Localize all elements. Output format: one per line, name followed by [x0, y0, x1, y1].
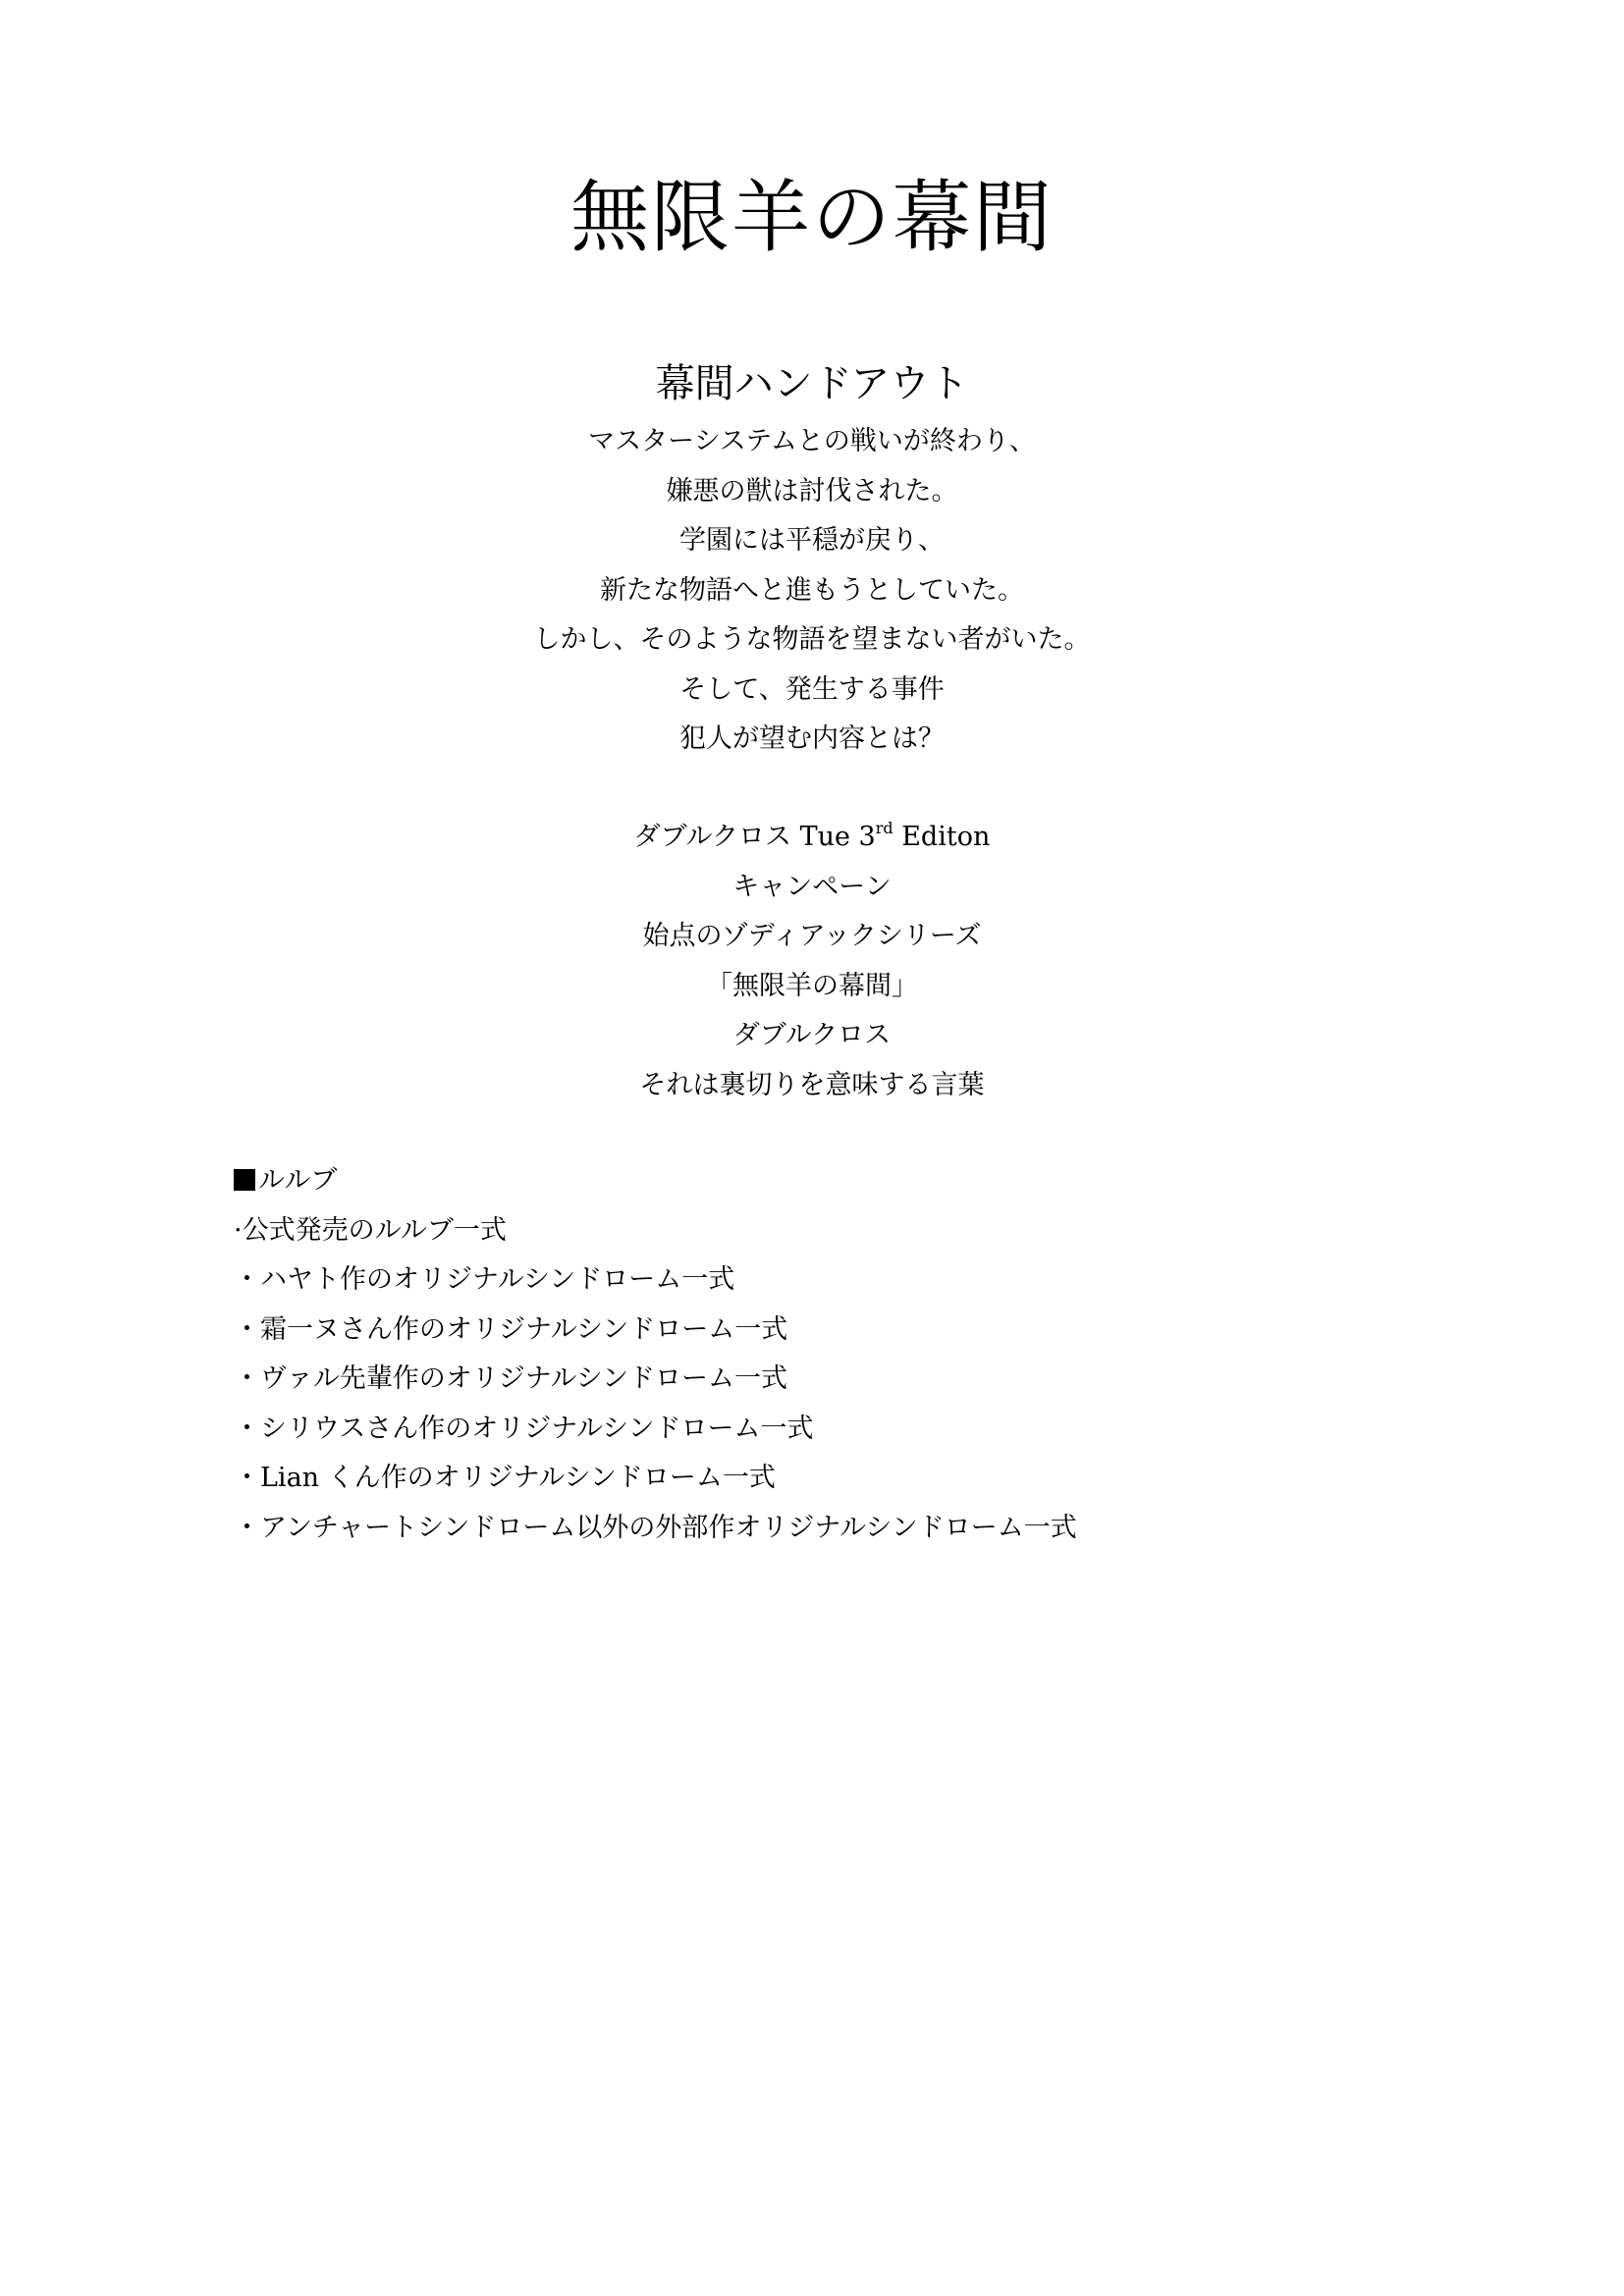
credit-line: ダブルクロス	[732, 1020, 892, 1050]
intro-line: 犯人が望む内容とは？	[679, 723, 945, 754]
intro-text	[0, 417, 1624, 765]
list-item: ・ヴァル先輩作のオリジナルシンドローム一式	[234, 1363, 788, 1394]
intro-line: 嫌悪の獣は討伐された。	[666, 475, 958, 507]
credit-line: 「無限羊の幕間」	[706, 970, 918, 1001]
list-item: ・ハヤト作のオリジナルシンドローム一式	[234, 1264, 735, 1295]
black-square-icon	[234, 1169, 255, 1191]
rulebook-list	[234, 1156, 1510, 1553]
ordinal-suffix: rd	[875, 819, 893, 837]
intro-line: そして、発生する事件	[679, 673, 945, 705]
credit-line: 始点のゾディアックシリーズ	[642, 921, 982, 951]
list-item: ·公式発売のルルブ一式	[234, 1214, 507, 1246]
intro-line: しかし、そのような物語を望まない者がいた。	[533, 624, 1091, 655]
system-edition-line	[0, 813, 1624, 863]
credit-line: キャンペーン	[732, 871, 892, 902]
campaign-credits	[0, 813, 1624, 1110]
system-name: ダブルクロス Tue 3	[633, 822, 876, 852]
intro-line: 新たな物語へと進もうとしていた。	[600, 574, 1024, 606]
list-item: ・霜一ヌさん作のオリジナルシンドローム一式	[234, 1313, 788, 1345]
list-item: ・Lian くん作のオリジナルシンドローム一式	[234, 1463, 776, 1493]
handout-heading: 幕間ハンドアウト	[655, 361, 969, 407]
credit-line: それは裏切りを意味する言葉	[639, 1069, 985, 1100]
edition-label: Editon	[893, 822, 991, 852]
rulebook-heading-label: ルルブ	[258, 1165, 338, 1196]
list-item: ・シリウスさん作のオリジナルシンドローム一式	[234, 1413, 814, 1444]
intro-line: マスターシステムとの戦いが終わり、	[588, 426, 1036, 456]
list-item: ・アンチャートシンドローム以外の外部作オリジナルシンドローム一式	[234, 1512, 1077, 1543]
document-title: 無限羊の幕間	[570, 171, 1054, 263]
rulebook-heading	[234, 1156, 1510, 1206]
intro-line: 学園には平穏が戻り、	[679, 525, 945, 556]
